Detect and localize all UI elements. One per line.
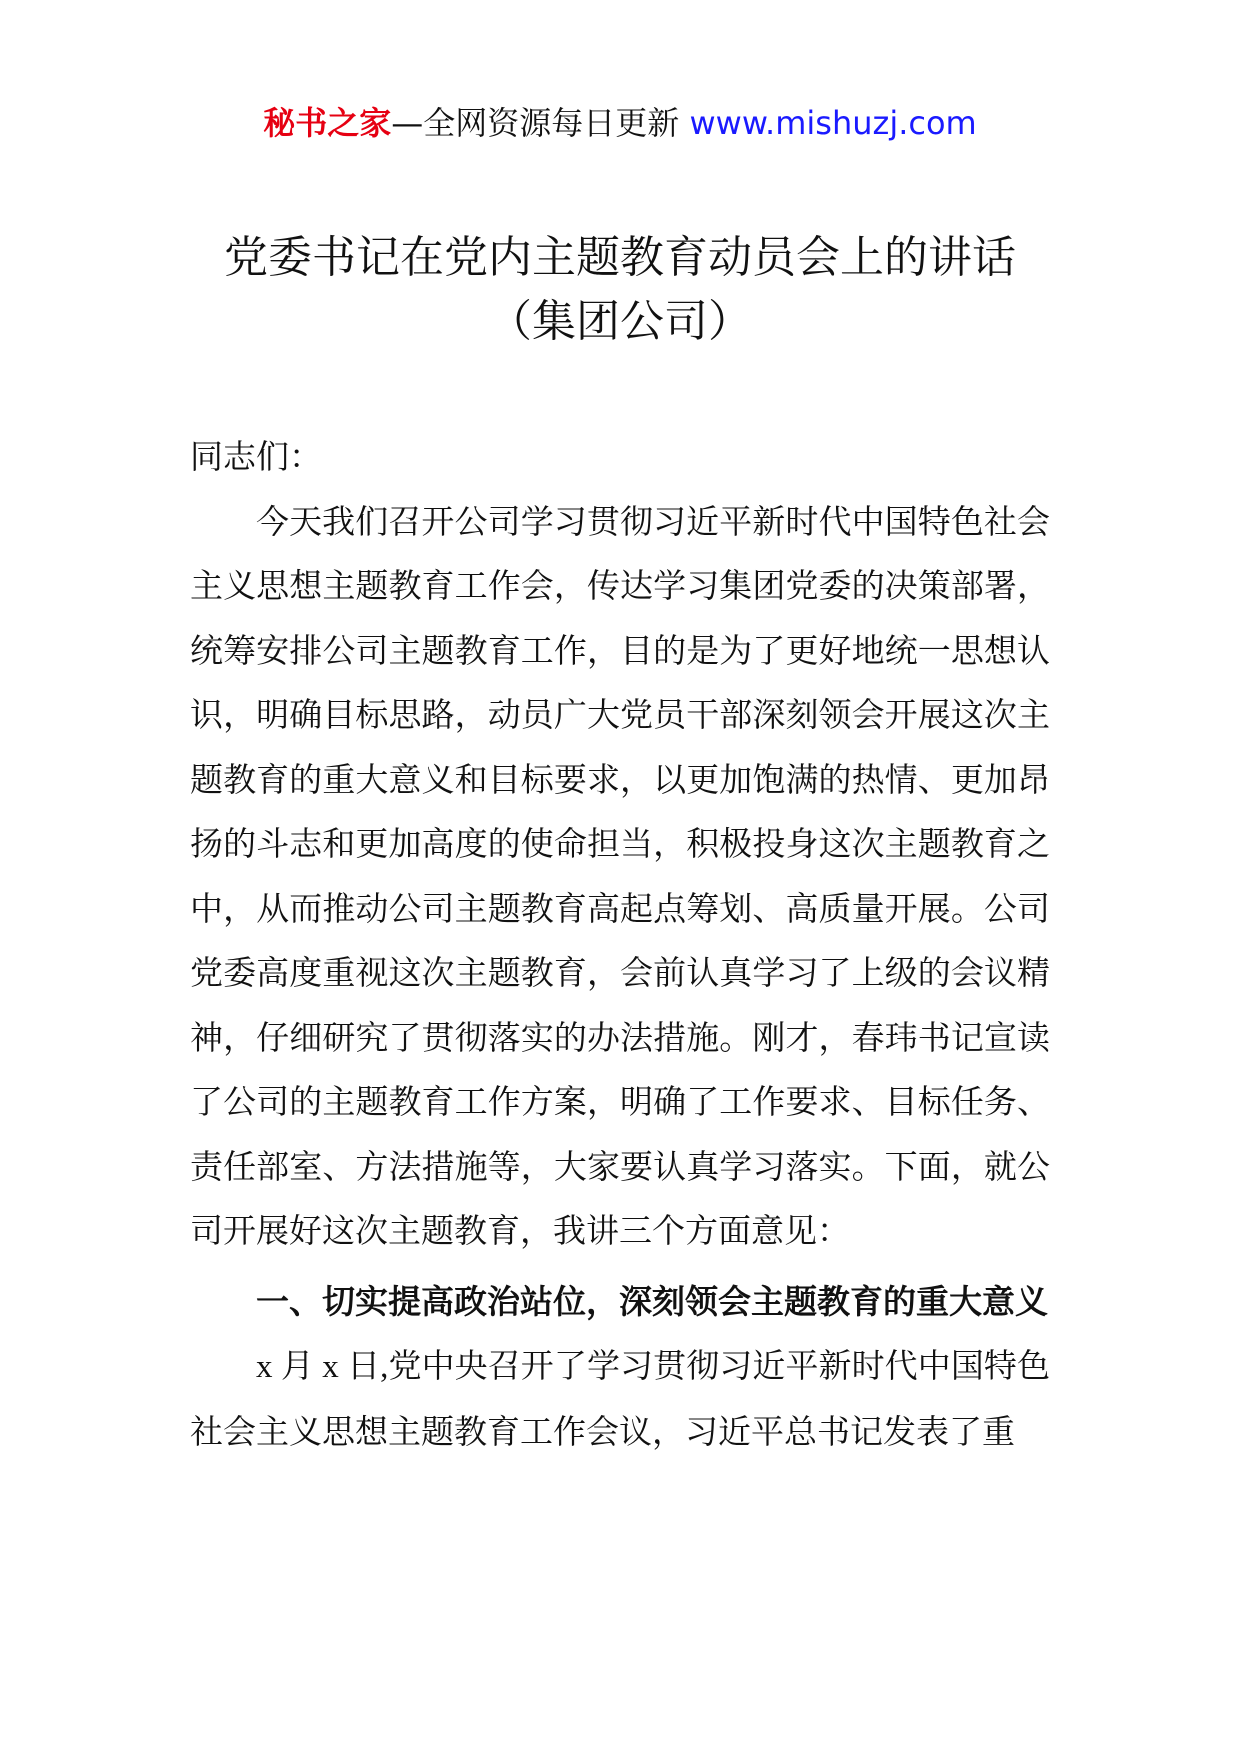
paragraph-text: 党中央召开了学习贯彻习近平新时代中国特色社会主义思想主题教育工作会议，习近平总书记发表了重 <box>190 1346 1051 1451</box>
site-header <box>0 100 1240 146</box>
document-title-block <box>0 226 1240 354</box>
site-url-link[interactable]: www.mishuzj.com <box>689 104 977 142</box>
document-body <box>190 425 1050 1464</box>
salutation: 同志们： <box>190 437 322 476</box>
document-title: 党委书记在党内主题教育动员会上的讲话 <box>224 232 1016 283</box>
body-paragraph <box>190 1334 1050 1464</box>
brand-name: 秘书之家 <box>263 104 392 142</box>
document-subtitle: （集团公司） <box>488 296 752 347</box>
section-heading: 一、切实提高政治站位，深刻领会主题教育的重大意义 <box>256 1281 1048 1321</box>
date-text: x 月 x 日, <box>256 1349 389 1385</box>
body-paragraph: 今天我们召开公司学习贯彻习近平新时代中国特色社会主义思想主题教育工作会，传达学习集团党委的决策部署，统筹安排公司主题教育工作，目的是为了更好地统一思想认识，明确目标思路，动员广大党员干部深刻领会开展这次主题教育的重大意义和目标要求，以更加饱满的热情、更加昂扬的斗志和更加高度的使命担当，积极投身这次主题教育之中，从而推动公司主题教育高起点筹划、高质量开展。公司党委高度重视这次主题教育，会前认真学习了上级的会议精神，仔细研究了贯彻落实的办法措施。刚才，春玮书记宣读了公司的主题教育工作方案，明确了工作要求、目标任务、责任部室、方法措施等，大家要认真学习落实。下面，就公司开展好这次主题教育，我讲三个方面意见： <box>190 501 1050 1250</box>
header-tagline: —全网资源每日更新 <box>391 104 690 142</box>
